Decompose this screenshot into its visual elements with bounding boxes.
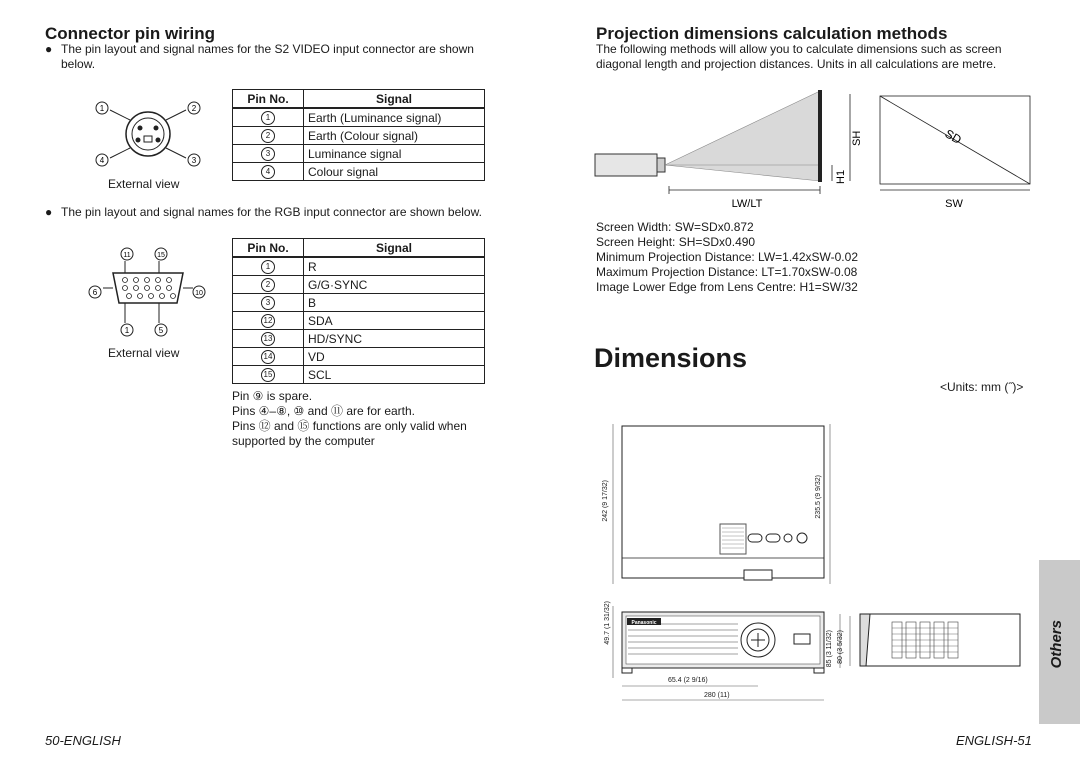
s2-label: 2 xyxy=(191,104,197,113)
table-row xyxy=(233,163,485,181)
signal-cell: Luminance signal xyxy=(304,145,485,163)
dim-lens-offset: 65.4 (2 9/16) xyxy=(668,677,708,684)
rgb-pin-table xyxy=(232,238,485,384)
front-view-drawing xyxy=(598,596,838,706)
rgb-connector-diagram xyxy=(85,245,210,345)
pin-number: 1 xyxy=(261,260,275,274)
col-signal-header: Signal xyxy=(304,90,485,109)
rgb-label: 6 xyxy=(92,288,98,297)
table-row xyxy=(233,366,485,384)
dim-depth-right: 235.5 (9 9/32) xyxy=(815,475,822,519)
formula-list xyxy=(596,220,1036,295)
side-tab-label: Others xyxy=(1048,620,1065,669)
pin-number: 3 xyxy=(261,147,275,161)
table-row xyxy=(233,108,485,127)
formula-line: Minimum Projection Distance: LW=1.42xSW-0.02 xyxy=(596,250,858,264)
rgb-intro: ● The pin layout and signal names for the RGB input connector are shown below. xyxy=(45,205,482,219)
table-row xyxy=(233,330,485,348)
rgb-label: 5 xyxy=(158,326,164,335)
signal-cell: HD/SYNC xyxy=(304,330,485,348)
s2-pin-table xyxy=(232,89,485,181)
signal-cell: G/G·SYNC xyxy=(304,276,485,294)
h1-label: H1 xyxy=(835,169,847,184)
signal-cell: SDA xyxy=(304,312,485,330)
others-side-tab xyxy=(1039,560,1080,724)
table-row xyxy=(233,312,485,330)
col-signal-header: Signal xyxy=(304,239,485,258)
units-note: <Units: mm (˝)> xyxy=(940,380,1024,394)
pin-number: 12 xyxy=(261,314,275,328)
pin-notes xyxy=(232,389,492,449)
rgb-label: 15 xyxy=(157,252,165,259)
pin-number: 3 xyxy=(261,296,275,310)
rgb-label: 11 xyxy=(123,252,131,259)
brand-logo: Panasonic xyxy=(631,620,657,626)
bullet-icon: ● xyxy=(45,205,53,219)
table-row xyxy=(233,276,485,294)
dimensions-heading: Dimensions xyxy=(594,343,748,373)
sh-label: SH xyxy=(851,130,863,146)
pin-number: 1 xyxy=(261,111,275,125)
footer-left: 50-ENGLISH xyxy=(45,733,121,748)
table-row xyxy=(233,294,485,312)
signal-cell: VD xyxy=(304,348,485,366)
formula-line: Screen Width: SW=SDx0.872 xyxy=(596,220,754,234)
rgb-label: 10 xyxy=(195,290,203,297)
signal-cell: Earth (Luminance signal) xyxy=(304,108,485,127)
pin-number: 15 xyxy=(261,368,275,382)
sd-label: SD xyxy=(942,126,964,147)
projection-diagram xyxy=(592,86,1042,214)
rgb-label: 1 xyxy=(124,326,130,335)
bullet-icon: ● xyxy=(45,42,53,56)
pin-number: 2 xyxy=(261,129,275,143)
sw-label: SW xyxy=(945,198,963,210)
signal-cell: SCL xyxy=(304,366,485,384)
pin-number: 14 xyxy=(261,350,275,364)
pin-number: 4 xyxy=(261,165,275,179)
projection-heading: Projection dimensions calculation methods xyxy=(596,24,948,43)
signal-cell: R xyxy=(304,257,485,276)
dim-depth-left: 242 (9 17/32) xyxy=(602,480,609,522)
note-line: Pin ⑨ is spare. xyxy=(232,389,313,403)
footer-right: ENGLISH-51 xyxy=(956,733,1032,748)
pin-number: 13 xyxy=(261,332,275,346)
dim-width: 280 (11) xyxy=(704,692,730,699)
pin-number: 2 xyxy=(261,278,275,292)
formula-line: Image Lower Edge from Lens Centre: H1=SW/32 xyxy=(596,280,858,294)
s2-external-view: External view xyxy=(108,177,180,191)
note-line: Pins ⑫ and ⑮ functions are only valid when supported by the computer xyxy=(232,419,467,448)
s2-label: 4 xyxy=(99,156,105,165)
dim-side-height: 85 (3 11/32) xyxy=(826,630,833,668)
s2-connector-diagram xyxy=(90,96,205,176)
top-view-drawing xyxy=(598,410,838,585)
note-line: Pins ④–⑧, ⑩ and ⑪ are for earth. xyxy=(232,404,416,418)
dim-side-height-2: 80 (3 5/32) xyxy=(837,630,844,664)
col-pin-header: Pin No. xyxy=(233,239,304,258)
connector-heading: Connector pin wiring xyxy=(45,24,215,43)
s2-label: 3 xyxy=(191,156,197,165)
projection-intro: The following methods will allow you to calculate dimensions such as screen diagonal length and projection distances. Units in all calculations are metre. xyxy=(596,42,1002,71)
table-row xyxy=(233,127,485,145)
table-row xyxy=(233,257,485,276)
side-view-drawing xyxy=(830,606,1030,676)
formula-line: Maximum Projection Distance: LT=1.70xSW-0.08 xyxy=(596,265,858,279)
col-pin-header: Pin No. xyxy=(233,90,304,109)
s2-label: 1 xyxy=(99,104,105,113)
table-row xyxy=(233,348,485,366)
signal-cell: Earth (Colour signal) xyxy=(304,127,485,145)
dim-front-height: 49.7 (1 31/32) xyxy=(604,601,611,645)
signal-cell: B xyxy=(304,294,485,312)
s2-intro: ● The pin layout and signal names for the S2 VIDEO input connector are shown below. xyxy=(45,42,474,71)
rgb-external-view: External view xyxy=(108,346,180,360)
table-row xyxy=(233,145,485,163)
signal-cell: Colour signal xyxy=(304,163,485,181)
formula-line: Screen Height: SH=SDx0.490 xyxy=(596,235,756,249)
lw-lt-label: LW/LT xyxy=(731,198,763,210)
